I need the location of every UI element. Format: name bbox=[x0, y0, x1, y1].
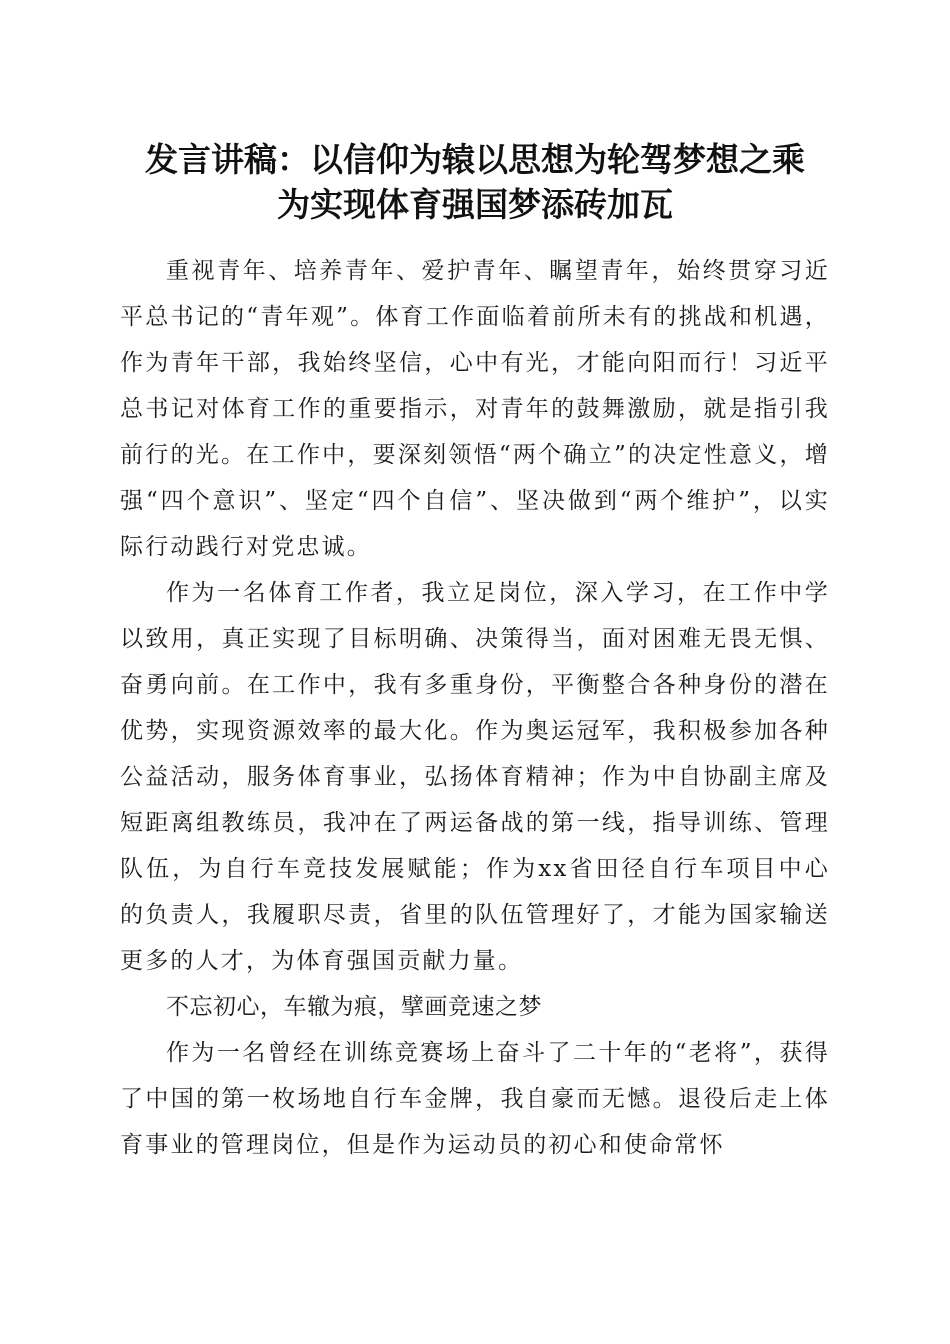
document-title-line-1: 发言讲稿：以信仰为辕以思想为轮驾梦想之乘 bbox=[145, 140, 805, 179]
section-subheading: 不忘初心，车辙为痕，擘画竞速之梦 bbox=[166, 994, 542, 1020]
document-title-line-2: 为实现体育强国梦添砖加瓦 bbox=[277, 185, 673, 224]
paragraph-1: 重视青年、培养青年、爱护青年、瞩望青年，始终贯穿习近平总书记的“青年观”。体育工作面临着前所未有的挑战和机遇，作为青年干部，我始终坚信，心中有光，才能向阳而行！习近平总书记对体育工作的重要指示，对青年的鼓舞激励，就是指引我前行的光。在工作中，要深刻领悟“两个确立”的决定性意义，增强“四个意识”、坚定“四个自信”、坚决做到“两个维护”，以实际行动践行对党忠诚。 bbox=[120, 258, 830, 560]
paragraph-3: 作为一名曾经在训练竞赛场上奋斗了二十年的“老将”，获得了中国的第一枚场地自行车金牌，我自豪而无憾。退役后走上体育事业的管理岗位，但是作为运动员的初心和使命常怀 bbox=[120, 1040, 830, 1158]
paragraph-2: 作为一名体育工作者，我立足岗位，深入学习，在工作中学以致用，真正实现了目标明确、决策得当，面对困难无畏无惧、奋勇向前。在工作中，我有多重身份，平衡整合各种身份的潜在优势，实现资源效率的最大化。作为奥运冠军，我积极参加各种公益活动，服务体育事业，弘扬体育精神；作为中自协副主席及短距离组教练员，我冲在了两运备战的第一线，指导训练、管理队伍，为自行车竞技发展赋能；作为xx省田径自行车项目中心的负责人，我履职尽责，省里的队伍管理好了，才能为国家输送更多的人才，为体育强国贡献力量。 bbox=[120, 580, 830, 974]
document-body bbox=[120, 248, 830, 1168]
